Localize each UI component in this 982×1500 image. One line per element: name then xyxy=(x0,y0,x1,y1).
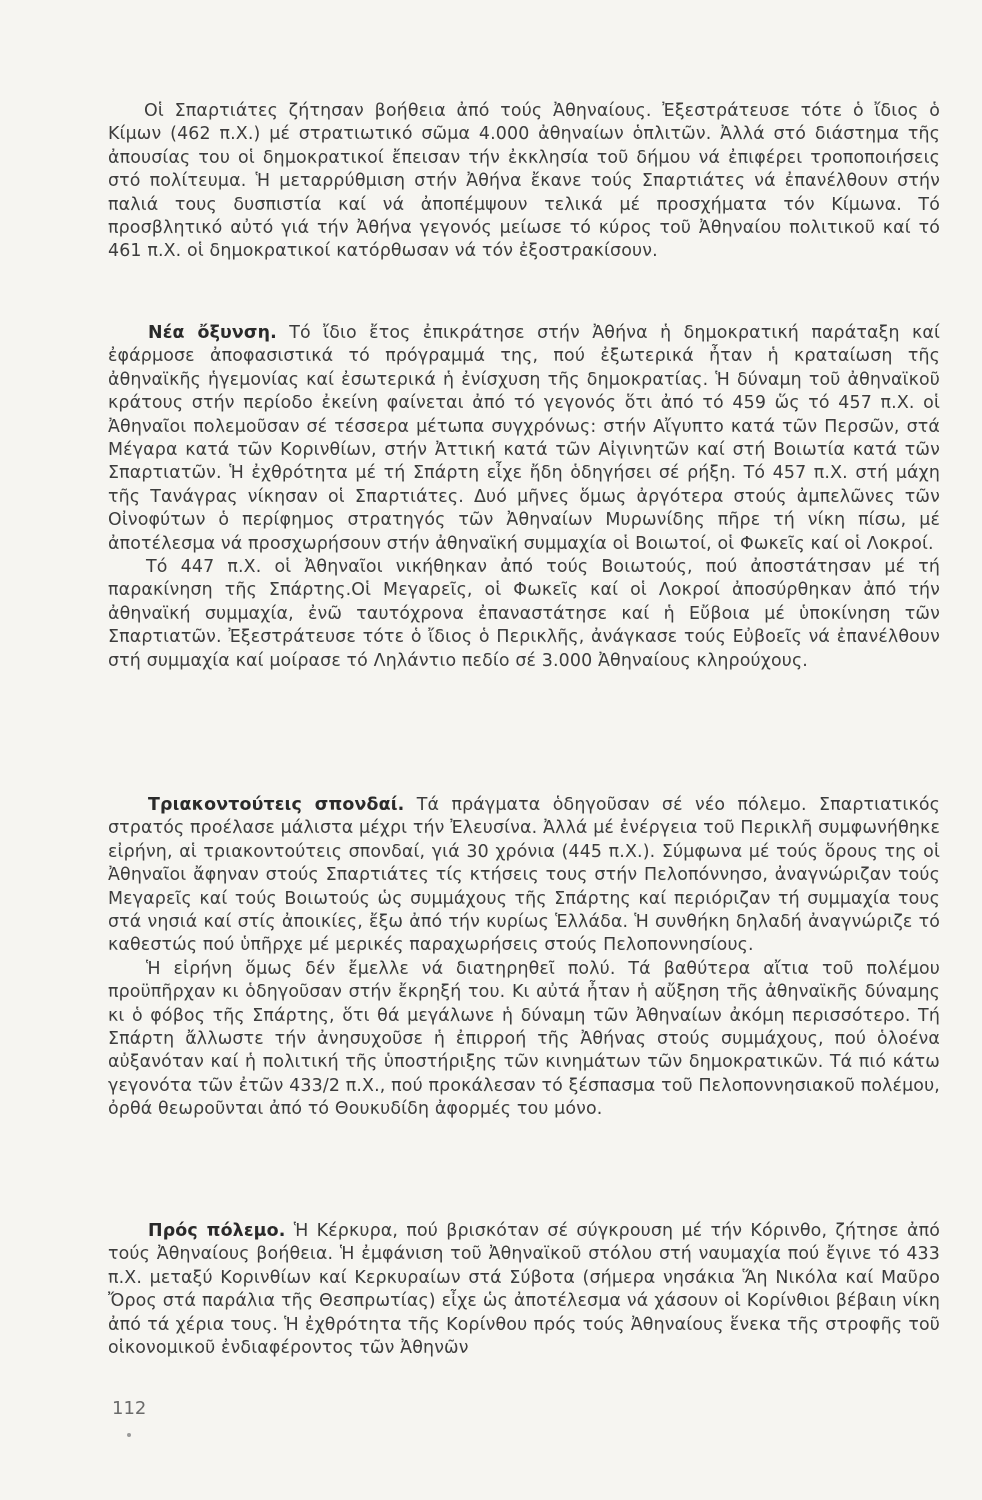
section-triakontouteis-spondai xyxy=(108,794,940,1122)
section-kimon xyxy=(108,100,940,264)
paragraph: Τό 447 π.Χ. οἱ Ἀθηναῖοι νικήθηκαν ἀπό τούς Βοιωτούς, πού ἀποστάτησαν μέ τή παρακίνηση τῆς Σπάρτης.Οἱ Μεγαρεῖς, οἱ Φωκεῖς καί οἱ Λοκροί ἀποσύρθηκαν ἀπό τήν ἀθηναϊκή συμμαχία, ἐνῶ ταυτόχρονα ἐπαναστάτησε καί ἡ Εὔβοια μέ ὑποκίνηση τῶν Σπαρτιατῶν. Ἐξεστράτευσε τότε ὁ ἴδιος ὁ Περικλῆς, ἀνάγκασε τούς Εὐβοεῖς νά ἐπανέλθουν στή συμμαχία καί μοίρασε τό Ληλάντιο πεδίο σέ 3.000 Ἀθηναίους κληρούχους. xyxy=(108,557,940,671)
paragraph-body: Τό ἴδιο ἔτος ἐπικράτησε στήν Ἀθήνα ἡ δημοκρατική παράταξη καί ἐφάρμοσε ἀποφασιστικά τό πρόγραμμά της, πού ἐξωτερικά ἦταν ἡ κραταίωση τῆς ἀθηναϊκῆς ἡγεμονίας καί ἐσωτερικά ἡ ἐνίσχυση τῆς δημοκρατίας. Ἡ δύναμη τοῦ ἀθηναϊκοῦ κράτους στήν περίοδο ἐκείνη φαίνεται ἀπό τό γεγονός ὅτι ἀπό τό 459 ὥς τό 457 π.Χ. οἱ Ἀθηναῖοι πολεμοῦσαν σέ τέσσερα μέτωπα συγχρόνως: στήν Αἴγυπτο κατά τῶν Περσῶν, στά Μέγαρα κατά τῶν Κορινθίων, στήν Ἀττική κατά τῶν Αἰγινητῶν καί στή Βοιωτία κατά τῶν Σπαρτιατῶν. Ἡ ἐχθρότητα μέ τή Σπάρτη εἶχε ἤδη ὁδηγήσει σέ ρήξη. Τό 457 π.Χ. στή μάχη τῆς Τανάγρας νίκησαν οἱ Σπαρτιάτες. Δυό μῆνες ὅμως ἀργότερα στούς ἀμπελῶνες τῶν Οἰνοφύτων ὁ περίφημος στρατηγός τῶν Ἀθηναίων Μυρωνίδης πῆρε τή νίκη πίσω, μέ ἀποτέλεσμα νά προσχωρήσουν στήν ἀθηναϊκή συμμαχία οἱ Βοιωτοί, οἱ Φωκεῖς καί οἱ Λοκροί. xyxy=(108,323,940,554)
paragraph xyxy=(108,794,940,958)
paragraph-body: Ἡ Κέρκυρα, πού βρισκόταν σέ σύγκρουση μέ τήν Κόρινθο, ζήτησε ἀπό τούς Ἀθηναίους βοήθεια. Ἡ ἐμφάνιση τοῦ Ἀθηναϊκοῦ στόλου στή ναυμαχία πού ἔγινε τό 433 π.Χ. μεταξύ Κορινθίων καί Κερκυραίων στά Σύβοτα (σήμερα νησάκια Ἅη Νικόλα καί Μαῦρο Ὄρος στά παράλια τῆς Θεσπρωτίας) εἶχε ὡς ἀποτέλεσμα νά χάσουν οἱ Κορίνθιοι βέβαιη νίκη ἀπό τά χέρια τους. Ἡ ἐχθρότητα τῆς Κορίνθου πρός τούς Ἀθηναίους ἕνεκα τῆς στροφῆς τοῦ οἰκονομικοῦ ἐνδιαφέροντος τῶν Ἀθηνῶν xyxy=(108,1221,940,1359)
section-heading: Νέα ὄξυνση. xyxy=(148,323,277,343)
section-heading: Πρός πόλεμο. xyxy=(148,1221,286,1241)
section-nea-oxynsi xyxy=(108,322,940,673)
section-heading: Τριακοντούτεις σπονδαί. xyxy=(148,795,405,815)
paragraph-body: Τά πράγματα ὁδηγοῦσαν σέ νέο πόλεμο. Σπαρτιατικός στρατός προέλασε μάλιστα μέχρι τήν Ἐλευσίνα. Ἀλλά μέ ἐνέργεια τοῦ Περικλῆ συμφωνήθηκε εἰρήνη, αἱ τριακοντούτεις σπονδαί, γιά 30 χρόνια (445 π.Χ.). Σύμφωνα μέ τούς ὅρους της οἱ Ἀθηναῖοι ἄφηναν στούς Σπαρτιάτες τίς κτήσεις τους στήν Πελοπόννησο, ἀναγνώριζαν τούς Μεγαρεῖς καί τούς Βοιωτούς ὡς συμμάχους τῆς Σπάρτης καί περιόριζαν τή συμμαχία τους στά νησιά καί στίς ἀποικίες, ἔξω ἀπό τήν κυρίως Ἑλλάδα. Ἡ συνθήκη δηλαδή ἀναγνώριζε τό καθεστώς πού ὑπῆρχε μέ μερικές παραχωρήσεις στούς Πελοποννησίους. xyxy=(108,795,940,956)
paragraph xyxy=(108,322,940,556)
paragraph: Ἡ εἰρήνη ὅμως δέν ἔμελλε νά διατηρηθεῖ πολύ. Τά βαθύτερα αἴτια τοῦ πολέμου προϋπῆρχαν κι ὁδηγοῦσαν στήν ἔκρηξή του. Κι αὐτά ἦταν ἡ αὔξηση τῆς ἀθηναϊκῆς δύναμης κι ὁ φόβος τῆς Σπάρτης, ὅτι θά μεγάλωνε ἡ δύναμη τῶν Ἀθηναίων ἀκόμη περισσότερο. Τή Σπάρτη ἄλλωστε τήν ἀνησυχοῦσε ἡ ἐπιρροή τῆς Ἀθήνας στούς συμμάχους, πού ὁλοένα αὐξανόταν καί ἡ πολιτική τῆς ὑποστήριξης τῶν κινημάτων τῶν δημοκρατικῶν. Τά πιό κάτω γεγονότα τῶν ἐτῶν 433/2 π.Χ., πού προκάλεσαν τό ξέσπασμα τοῦ Πελοποννησιακοῦ πολέμου, ὀρθά θεωροῦνται ἀπό τό Θουκυδίδη ἀφορμές του μόνο. xyxy=(108,958,940,1120)
page-number: 112 xyxy=(112,1398,147,1419)
ink-speck xyxy=(127,1433,131,1437)
paragraph: Οἱ Σπαρτιάτες ζήτησαν βοήθεια ἀπό τούς Ἀθηναίους. Ἐξεστράτευσε τότε ὁ ἴδιος ὁ Κίμων (462 π.Χ.) μέ στρατιωτικό σῶμα 4.000 ἀθηναίων ὁπλιτῶν. Ἀλλά στό διάστημα τῆς ἀπουσίας του οἱ δημοκρατικοί ἔπεισαν τήν ἐκκλησία τοῦ δήμου νά ἐπιφέρει τροποποιήσεις στό πολίτευμα. Ἡ μεταρρύθμιση στήν Ἀθήνα ἔκανε τούς Σπαρτιάτες νά ἐπανέλθουν στήν παλιά τους δυσπιστία καί νά ἀποπέμψουν τελικά μέ προσχήματα τόν Κίμωνα. Τό προσβλητικό αὐτό γιά τήν Ἀθήνα γεγονός μείωσε τό κύρος τοῦ Ἀθηναίου πολιτικοῦ καί τό 461 π.Χ. οἱ δημοκρατικοί κατόρθωσαν νά τόν ἐξοστρακίσουν. xyxy=(108,101,940,262)
paragraph xyxy=(108,1220,940,1360)
section-pros-polemo xyxy=(108,1220,940,1360)
